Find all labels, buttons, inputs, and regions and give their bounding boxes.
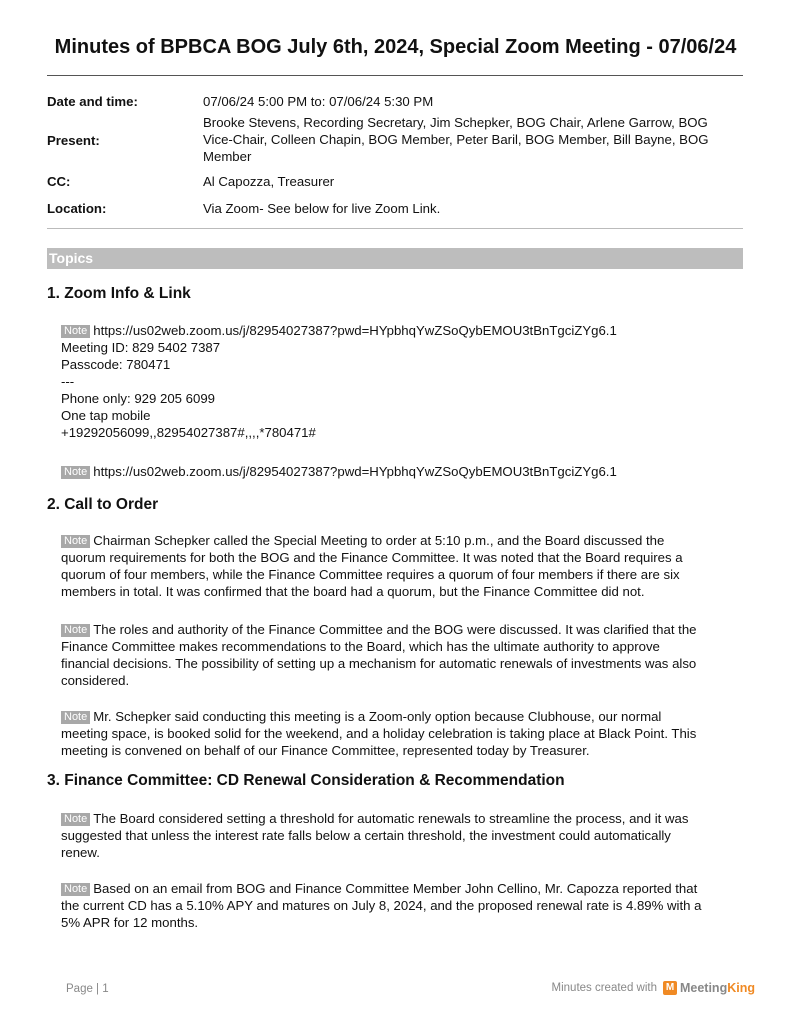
note-badge: Note [61, 883, 90, 896]
note-line: Phone only: 929 205 6099 [61, 391, 215, 406]
section-heading: 1. Zoom Info & Link [47, 285, 191, 302]
note-block [61, 708, 747, 759]
brand-king: King [727, 981, 755, 995]
note-text: Chairman Schepker called the Special Meeting to order at 5:10 p.m., and the Board discussed the [93, 533, 665, 548]
note-line: considered. [61, 673, 130, 688]
note-badge: Note [61, 711, 90, 724]
present-line: Brooke Stevens, Recording Secretary, Jim Schepker, BOG Chair, Arlene Garrow, BOG [203, 115, 708, 130]
note-line: members in total. It was confirmed that the board had a quorum, but the Finance Committee did not. [61, 584, 645, 599]
note-block [61, 810, 747, 861]
note-line: Finance Committee makes recommendations to the Board, which has the ultimate authority to approve [61, 639, 660, 654]
zoom-link[interactable]: https://us02web.zoom.us/j/82954027387?pwd=HYpbhqYwZSoQybEMOU3tBnTgciZYg6.1 [93, 323, 617, 338]
meta-row-present [47, 114, 747, 166]
note-line: One tap mobile [61, 408, 151, 423]
note-line: +19292056099,,82954027387#,,,,*780471# [61, 425, 316, 440]
note-line: financial decisions. The possibility of setting up a mechanism for automatic renewals of investments was also [61, 656, 697, 671]
note-line: suggested that unless the interest rate falls below a certain threshold, the investment could automatically [61, 828, 671, 843]
brand-meeting: Meeting [679, 981, 728, 995]
meetingking-logo[interactable] [663, 981, 755, 995]
section-heading: 2. Call to Order [47, 496, 159, 513]
meetingking-icon: M [663, 981, 677, 995]
note-line: quorum requirements for both the BOG and the Finance Committee. It was noted that the Board requires a [61, 550, 683, 565]
meta-divider [47, 228, 743, 229]
title-divider [47, 75, 743, 76]
present-line: Vice-Chair, Colleen Chapin, BOG Member, Peter Baril, BOG Member, Bill Bayne, BOG [203, 132, 709, 147]
note-block [61, 322, 747, 441]
note-block [61, 621, 747, 689]
cc-value: Al Capozza, Treasurer [203, 174, 335, 189]
date-label: Date and time: [47, 94, 138, 109]
present-label: Present: [47, 133, 100, 148]
note-line [61, 880, 747, 897]
location-value: Via Zoom- See below for live Zoom Link. [203, 201, 441, 216]
note-line [61, 532, 747, 549]
created-with-text: Minutes created with [551, 982, 657, 994]
zoom-link[interactable]: https://us02web.zoom.us/j/82954027387?pwd=HYpbhqYwZSoQybEMOU3tBnTgciZYg6.1 [93, 464, 617, 479]
note-text: Based on an email from BOG and Finance Committee Member John Cellino, Mr. Capozza reported that [93, 881, 698, 896]
note-text: The Board considered setting a threshold for automatic renewals to streamline the process, and it was [93, 811, 689, 826]
note-line: 5% APR for 12 months. [61, 915, 199, 930]
note-line [61, 810, 747, 827]
note-line [61, 708, 747, 725]
note-line [61, 463, 747, 480]
note-line: quorum of four members, while the Finance Committee requires a quorum of four members if there are six [61, 567, 680, 582]
note-block [61, 880, 747, 931]
note-badge: Note [61, 325, 90, 338]
note-line: Meeting ID: 829 5402 7387 [61, 340, 221, 355]
present-value [203, 114, 743, 165]
topics-header: Topics [47, 248, 743, 269]
note-line [61, 322, 747, 339]
note-badge: Note [61, 535, 90, 548]
location-label: Location: [47, 201, 107, 216]
cc-label: CC: [47, 174, 71, 189]
present-line: Member [203, 149, 252, 164]
note-badge: Note [61, 624, 90, 637]
note-block [61, 532, 747, 600]
date-value: 07/06/24 5:00 PM to: 07/06/24 5:30 PM [203, 94, 434, 109]
note-line [61, 621, 747, 638]
note-block [61, 463, 747, 480]
note-badge: Note [61, 466, 90, 479]
note-line: renew. [61, 845, 100, 860]
note-text: Mr. Schepker said conducting this meeting is a Zoom-only option because Clubhouse, our normal [93, 709, 662, 724]
note-line: --- [61, 374, 75, 389]
page-number: Page | 1 [66, 983, 109, 995]
footer-branding [552, 981, 755, 995]
note-line: meeting space, is booked solid for the weekend, and a holiday celebration is taking place at Black Point. This [61, 726, 697, 741]
note-badge: Note [61, 813, 90, 826]
note-line: Passcode: 780471 [61, 357, 171, 372]
meetingking-wordmark [680, 981, 755, 995]
section-heading: 3. Finance Committee: CD Renewal Consideration & Recommendation [47, 772, 565, 789]
document-title: Minutes of BPBCA BOG July 6th, 2024, Special Zoom Meeting - 07/06/24 [54, 36, 737, 58]
note-line: the current CD has a 5.10% APY and matures on July 8, 2024, and the proposed renewal rate is 4.89% with a [61, 898, 702, 913]
note-text: The roles and authority of the Finance Committee and the BOG were discussed. It was clarified that the [93, 622, 697, 637]
note-line: meeting is convened on behalf of our Finance Committee, represented today by Treasurer. [61, 743, 590, 758]
